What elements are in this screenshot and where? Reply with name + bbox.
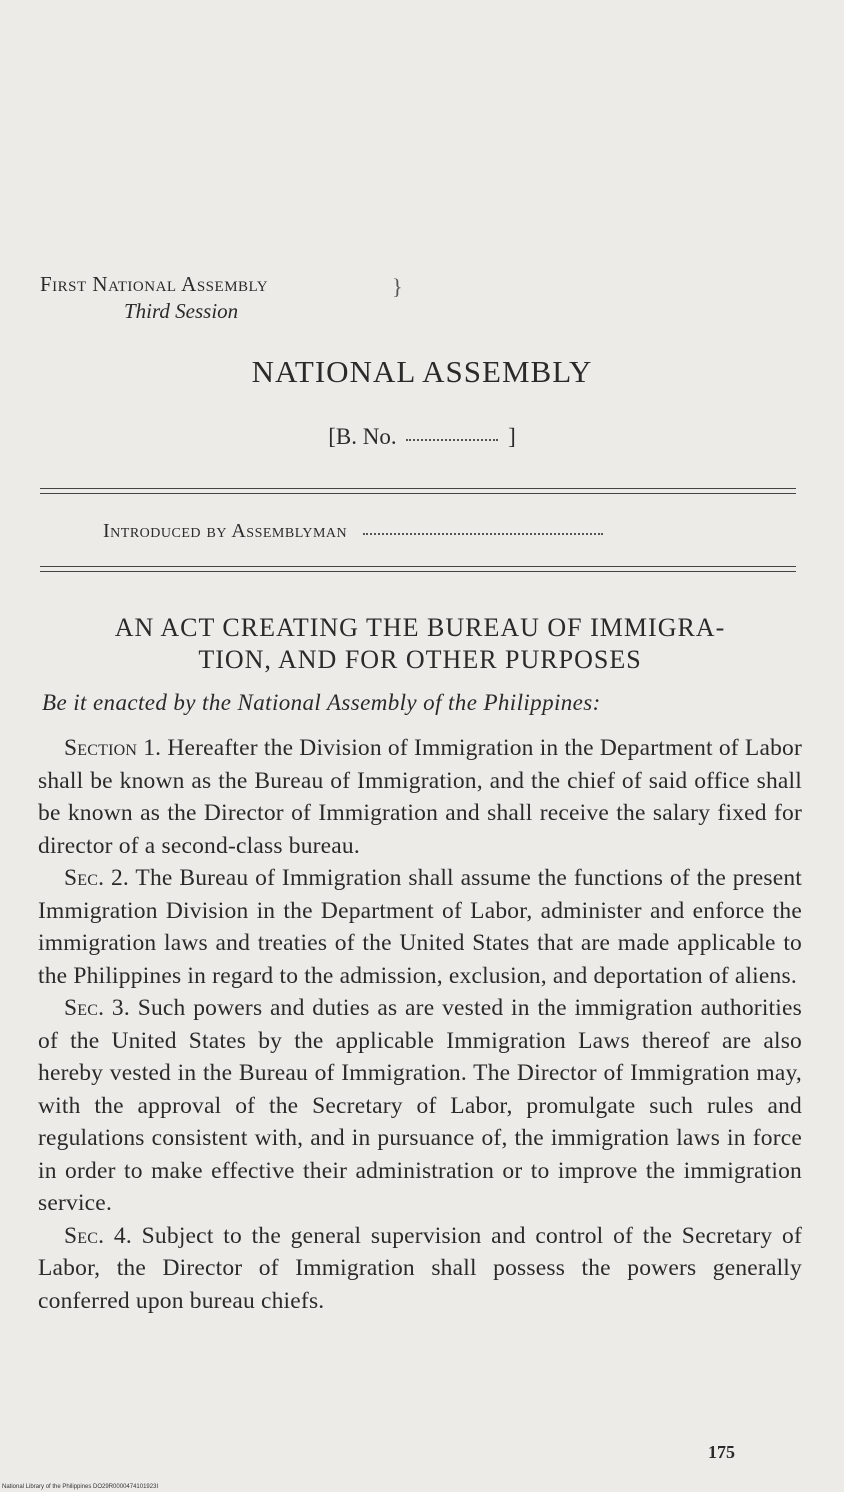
bill-prefix: [B. No. [328,424,397,449]
act-title-line-2: TION, AND FOR OTHER PURPOSES [198,645,642,674]
brace-mark: } [392,274,403,299]
bill-number-blank [406,439,498,441]
section-label: Section 1. [64,735,162,761]
act-title-line-1: AN ACT CREATING THE BUREAU OF IMMIGRA- [114,613,726,642]
section-text: Such powers and duties as are vested in the immigration authorities of the United States by the applicable Immigration Laws thereof are also hereby vested in the Bureau of Immigration. The Director of Immigration may, with the approval of the Secretary of Labor, promulgate such rules and regulations consistent with, and in pursuance of, the immigration laws in force in order to make effective their administration or to improve the immigration service. [38,995,802,1216]
section-1 [38,732,802,862]
section-text: The Bureau of Immigration shall assume the functions of the present Immigration Division in the Department of Labor, administer and enforce the immigration laws and treaties of the United States that are made applicable to the Philippines in regard to the admission, exclusion, and deportation of aliens. [38,865,803,989]
double-rule-top [40,488,796,494]
double-rule-bottom [40,566,796,572]
introduced-by-line [103,520,603,543]
section-text: Subject to the general supervision and control of the Secretary of Labor, the Director of Immigration shall possess the powers generally conferred upon bureau chiefs. [38,1222,803,1314]
section-label: Sec. 4. [64,1222,132,1249]
act-title [40,612,800,676]
bill-suffix: ] [508,424,516,449]
page-title: NATIONAL ASSEMBLY [251,354,593,389]
assembly-label: First National Assembly [40,272,269,296]
enacting-clause: Be it enacted by the National Assembly of the Philippines: [42,690,601,715]
section-label: Sec. 3. [64,995,130,1021]
section-4 [38,1220,802,1318]
section-3 [38,992,802,1220]
page-number: 175 [708,1442,735,1462]
library-footer: National Library of the Philippines DO29R0000474101923I [2,1484,159,1490]
assemblyman-blank [363,533,603,535]
section-label: Sec. 2. [64,865,130,891]
bill-number [0,424,844,450]
section-text: Hereafter the Division of Immigration in the Department of Labor shall be known as the Bureau of Immigration, and the chief of said office shall be known as the Director of Immigration and shall receive the salary fixed for director of a second-class bureau. [38,735,803,859]
introduced-by-label: Introduced by Assemblyman [103,520,348,542]
section-2 [38,862,802,992]
session-block [40,272,268,324]
session-label: Third Session [124,299,239,323]
act-body [38,732,802,1317]
